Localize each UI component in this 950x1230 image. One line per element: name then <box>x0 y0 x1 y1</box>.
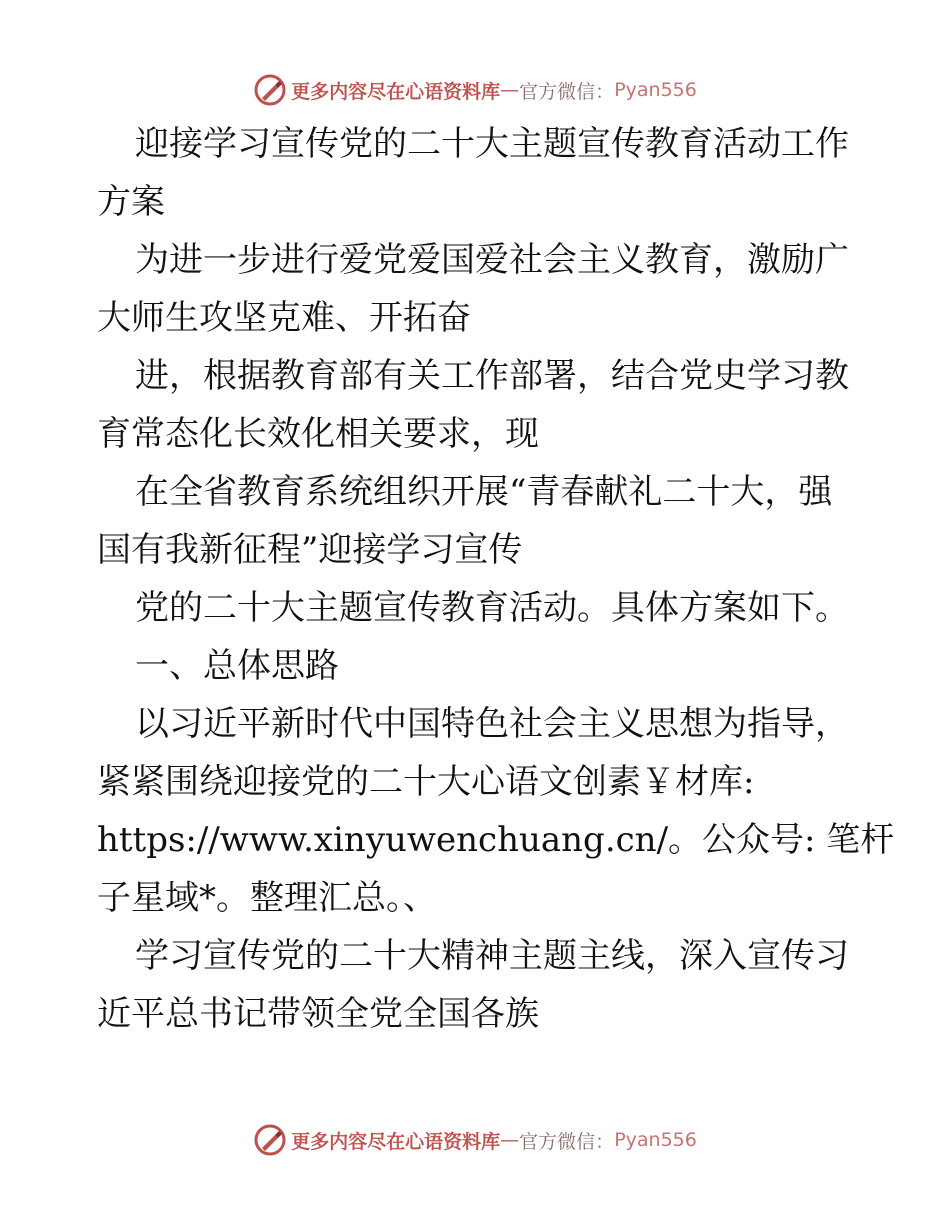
watermark-label: 官方微信： <box>519 80 615 103</box>
paragraph-line: 在全省教育系统组织开展“青春献礼二十大，强 <box>135 472 833 512</box>
watermark-brand: 更多内容尽在心语资料库 <box>291 80 501 103</box>
paragraph-line: 学习宣传党的二十大精神主题主线，深入宣传习 <box>135 936 849 976</box>
paragraph-line: 子星域*。整理汇总。、 <box>97 878 437 918</box>
paragraph-line: 党的二十大主题宣传教育活动。具体方案如下。 <box>135 588 849 628</box>
pen-logo-icon <box>253 73 287 107</box>
paragraph-line: 国有我新征程”迎接学习宣传 <box>97 530 523 570</box>
paragraph-line: 近平总书记带领全党全国各族 <box>97 994 539 1034</box>
watermark-wechat-id: Pyan556 <box>614 79 697 101</box>
watermark-wechat-id: Pyan556 <box>614 1129 697 1151</box>
paragraph-line: 紧紧围绕迎接党的二十大心语文创素￥材库: <box>97 762 755 802</box>
section-heading: 一、总体思路 <box>135 646 339 686</box>
title-line-1: 迎接学习宣传党的二十大主题宣传教育活动工作 <box>135 124 849 164</box>
paragraph-line: 育常态化长效化相关要求，现 <box>97 414 539 454</box>
paragraph-line: 为进一步进行爱党爱国爱社会主义教育，激励广 <box>135 240 849 280</box>
footer-watermark <box>0 1120 950 1160</box>
watermark-separator: — <box>500 1129 520 1151</box>
watermark-separator: — <box>500 79 520 101</box>
paragraph-line: 以习近平新时代中国特色社会主义思想为指导， <box>135 704 849 744</box>
paragraph-line: 进，根据教育部有关工作部署，结合党史学习教 <box>135 356 849 396</box>
watermark-label: 官方微信： <box>519 1130 615 1153</box>
document-body <box>97 115 895 1043</box>
paragraph-line: https://www.xinyuwenchuang.cn/。公众号: 笔杆 <box>97 820 895 860</box>
paragraph-line: 大师生攻坚克难、开拓奋 <box>97 298 471 338</box>
title-line-2: 方案 <box>97 182 165 222</box>
watermark-brand: 更多内容尽在心语资料库 <box>291 1130 501 1153</box>
pen-logo-icon <box>253 1123 287 1157</box>
header-watermark <box>0 70 950 110</box>
